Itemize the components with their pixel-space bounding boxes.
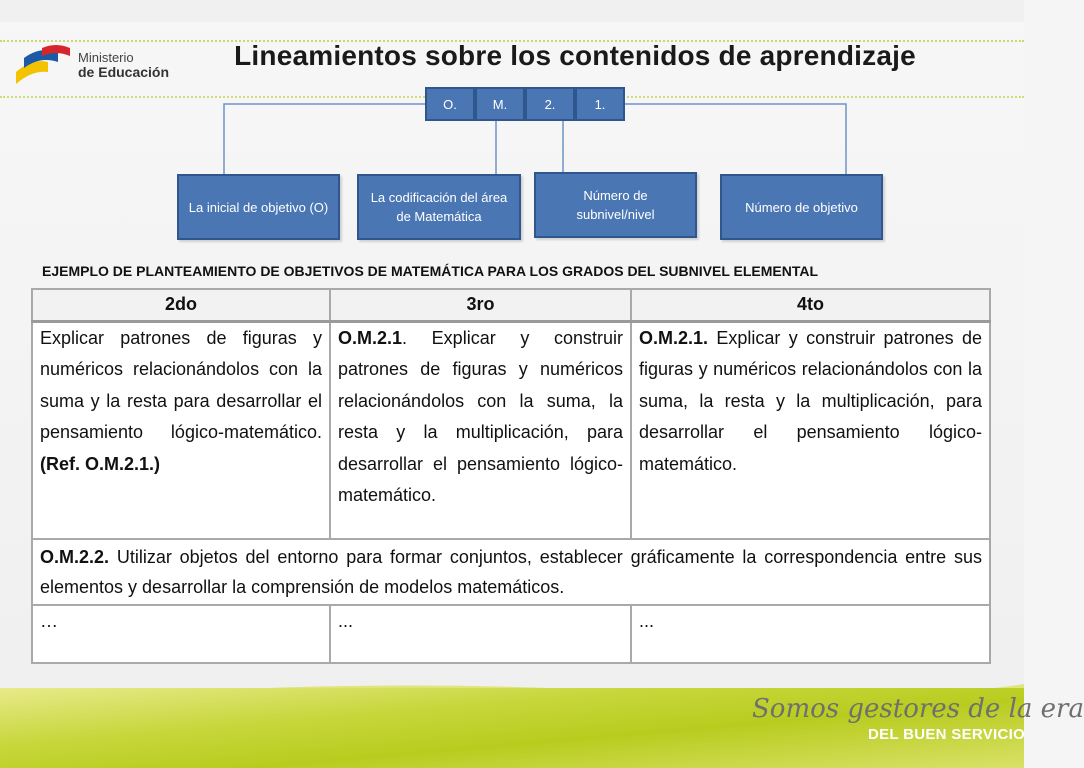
footer-slogan: Somos gestores de la era: [752, 694, 1084, 724]
logo-line1: Ministerio: [78, 50, 134, 65]
objective-code-label: O.M.2.1.: [639, 327, 709, 348]
header-3ro: 3ro: [330, 289, 631, 321]
cell-ellipsis: ...: [631, 605, 990, 663]
objective-code: [425, 87, 625, 121]
cell-2do-objective: [32, 321, 330, 539]
objective-code-label: O.M.2.2.: [40, 547, 110, 567]
objective-text: . Explicar y construir patrones de figuras y numéricos relacionándolos con la suma, la resta y la multiplicación, para desarrollar el pensamiento lógico-matemático.: [338, 327, 623, 505]
objective-code-label: O.M.2.1: [338, 327, 403, 348]
desc-initial: La inicial de objetivo (O): [177, 174, 340, 240]
example-heading: EJEMPLO DE PLANTEAMIENTO DE OBJETIVOS DE MATEMÁTICA PARA LOS GRADOS DEL SUBNIVEL ELEMENTAL: [42, 263, 819, 279]
desc-objective-number: Número de objetivo: [720, 174, 883, 240]
table-row: [32, 321, 990, 539]
table-row: [32, 539, 990, 605]
objective-text: Utilizar objetos del entorno para formar conjuntos, establecer gráficamente la correspondencia entre sus elementos y desarrollar la comprensión de modelos matemáticos.: [40, 547, 982, 597]
cell-3ro-objective: [330, 321, 631, 539]
code-part-m: M.: [475, 87, 525, 121]
page-title: Lineamientos sobre los contenidos de aprendizaje: [234, 40, 916, 71]
footer-slogan-bold: DEL BUEN SERVICIO: [868, 726, 1026, 743]
objective-text: Explicar patrones de figuras y numéricos relacionándolos con la suma y la resta para desarrollar el pensamiento lógico-matemático.: [40, 327, 322, 442]
objective-text: Explicar y construir patrones de figuras y numéricos relacionándolos con la suma, la resta y la multiplicación, para desarrollar el pensamiento lógico-matemático.: [639, 327, 982, 474]
desc-level-number: Número de subnivel/nivel: [534, 172, 697, 238]
objective-ref: (Ref. O.M.2.1.): [40, 453, 161, 474]
desc-area-code: La codificación del área de Matemática: [357, 174, 521, 240]
objectives-table: [31, 288, 991, 664]
cell-4to-objective: [631, 321, 990, 539]
header-4to: 4to: [631, 289, 990, 321]
code-part-number: 1.: [575, 87, 625, 121]
cell-merged-objective: [32, 539, 990, 605]
cell-ellipsis: …: [32, 605, 330, 663]
table-row: [32, 605, 990, 663]
logo-line2: de Educación: [78, 64, 170, 80]
header-2do: 2do: [32, 289, 330, 321]
code-part-level: 2.: [525, 87, 575, 121]
cell-ellipsis: ...: [330, 605, 631, 663]
code-part-o: O.: [425, 87, 475, 121]
table-header-row: [32, 289, 990, 321]
